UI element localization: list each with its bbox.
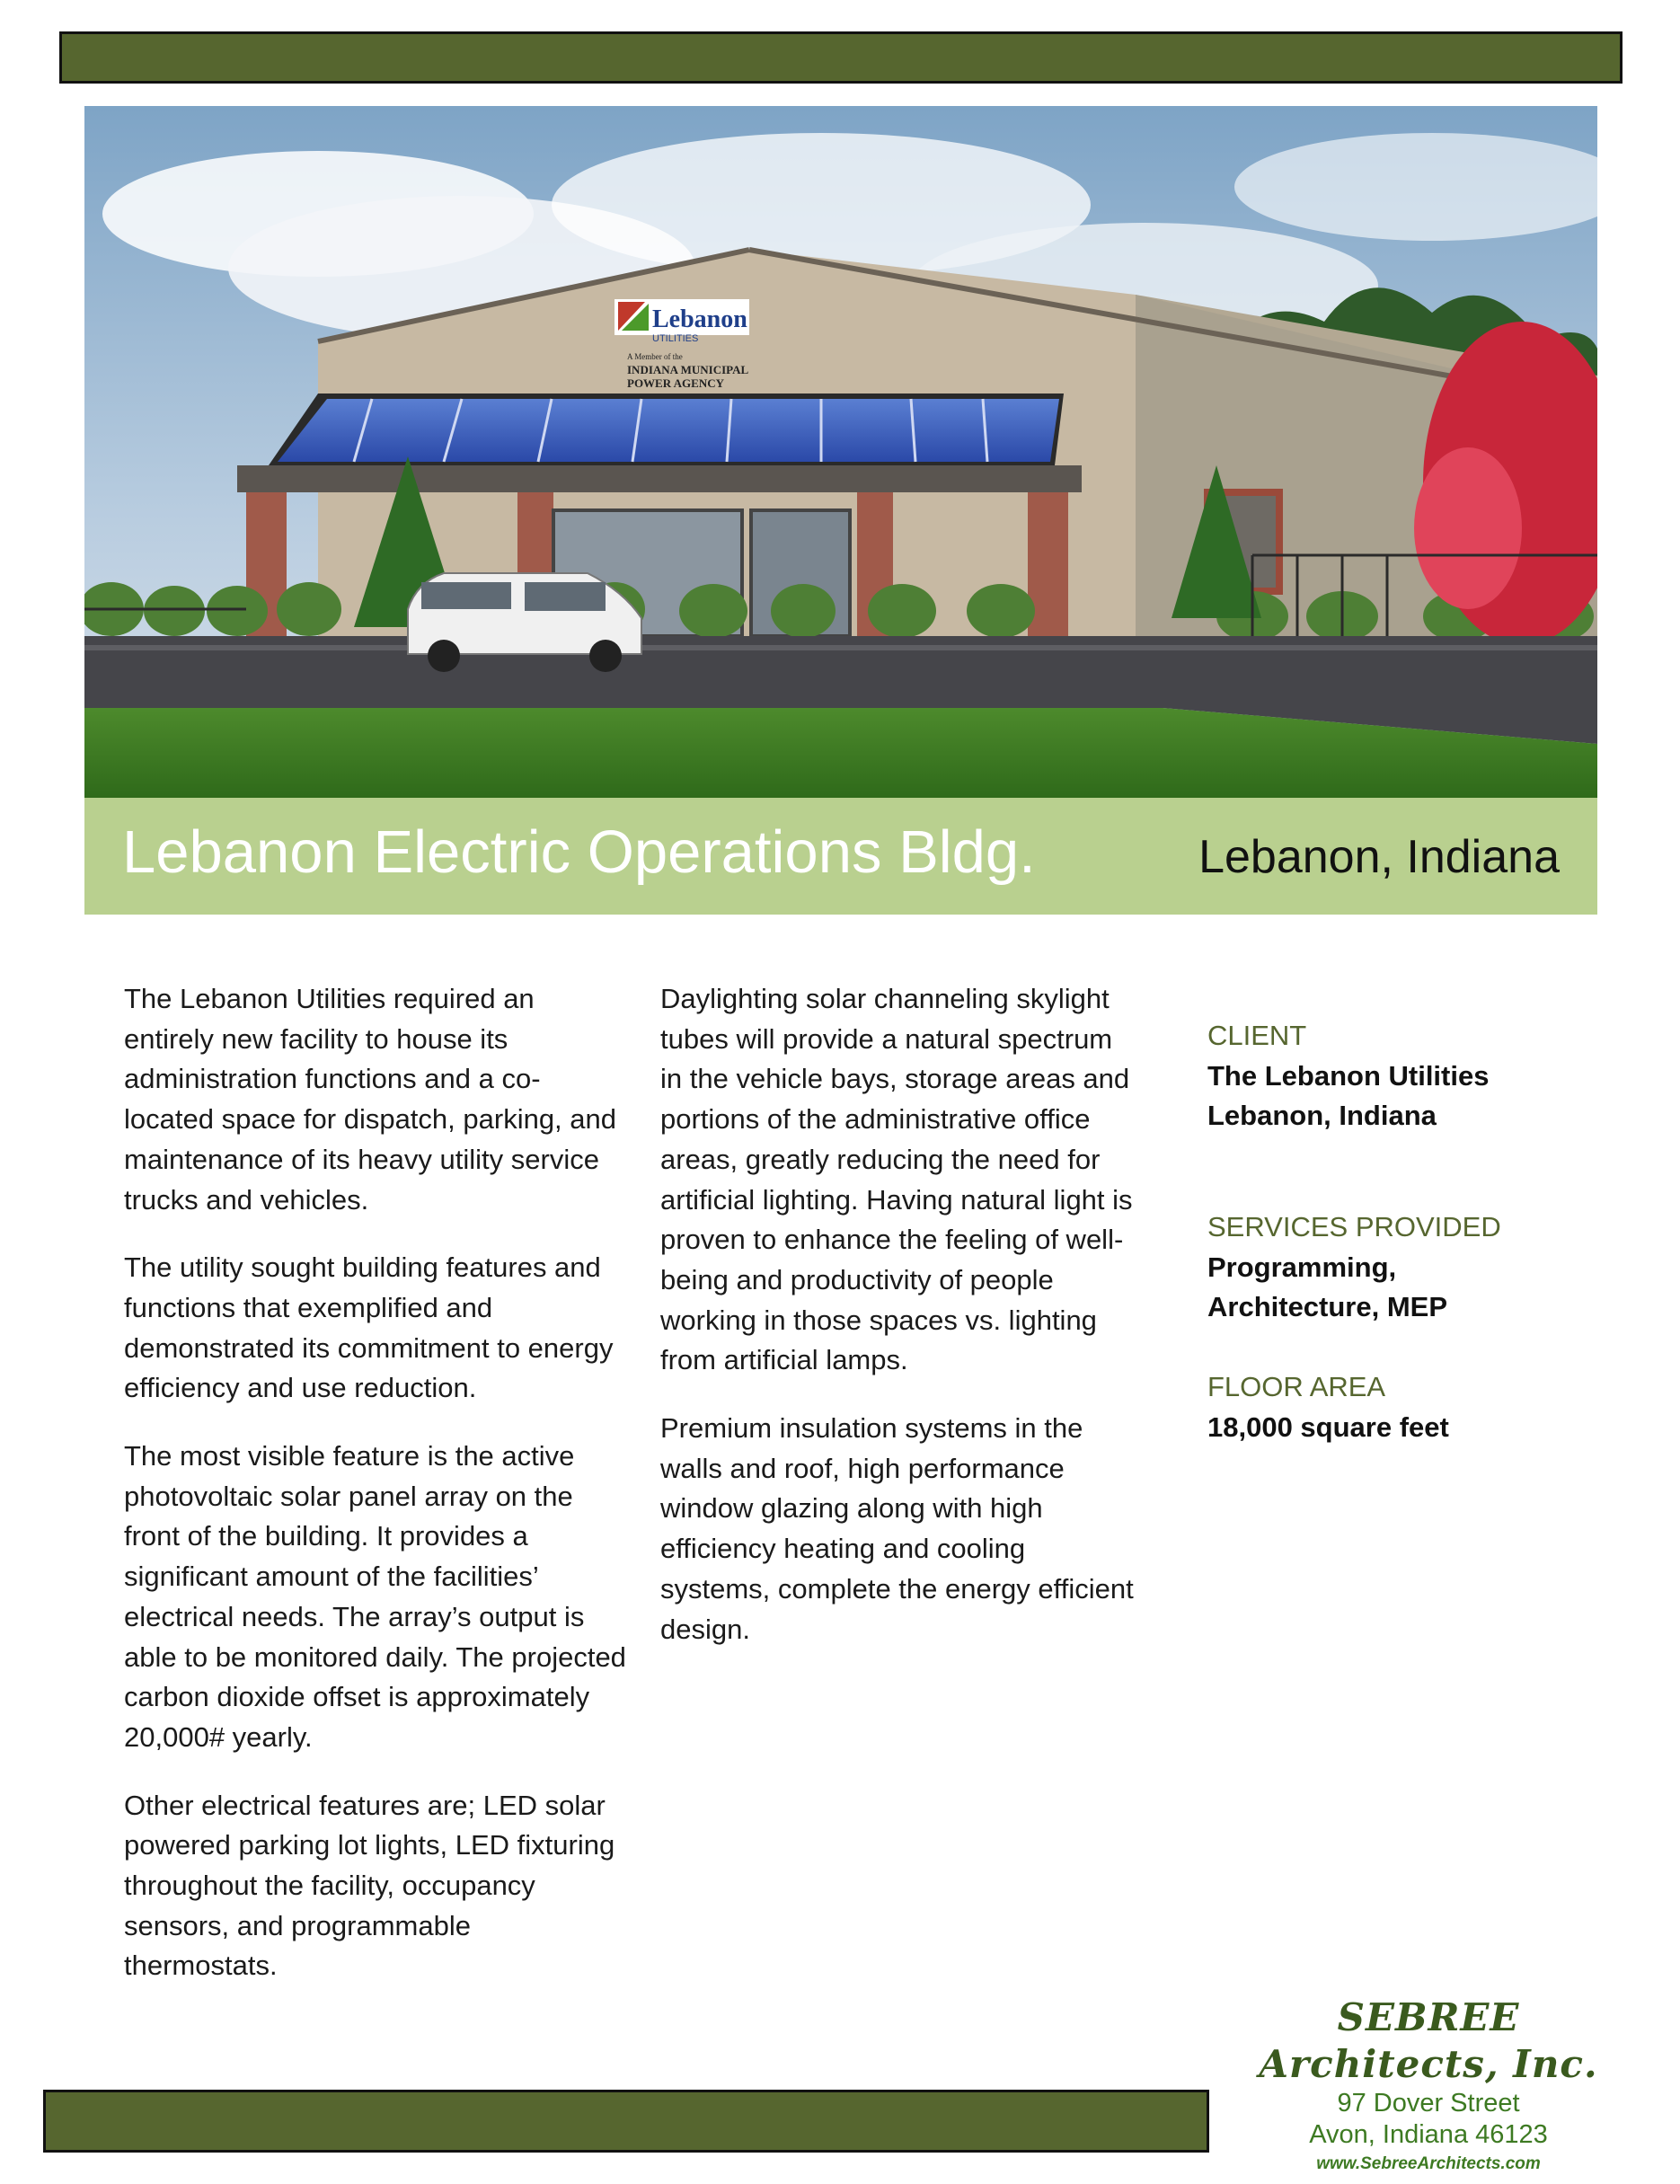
services-line-2: Architecture, MEP: [1207, 1291, 1448, 1323]
paragraph: The utility sought building features and functions that exemplified and demonstrated its commitment to energy efficiency and use reduction.: [124, 1251, 614, 1404]
firm-street: 97 Dover Street: [1337, 2089, 1520, 2118]
sign-agency-line1: INDIANA MUNICIPAL: [627, 363, 749, 376]
client-city: Lebanon, Indiana: [1207, 1100, 1437, 1132]
firm-city: Avon, Indiana 46123: [1309, 2120, 1548, 2149]
paragraph: Premium insulation systems in the walls and roof, high performance window glazing along with high efficiency heating and cooling systems, complete the energy efficient design.: [660, 1412, 1134, 1645]
paragraph: The Lebanon Utilities required an entirely new facility to house its administration functions and a co-located space for dispatch, parking, and maintenance of its heavy utility service trucks and vehicles.: [124, 983, 617, 1216]
paragraph: The most visible feature is the active photovoltaic solar panel array on the front of the building. It provides a significant amount of the facilities’ electrical needs. The array’s output is able to be monitored daily. The projected carbon dioxide offset is approximately 20,000# yearly.: [124, 1440, 626, 1753]
floor-area-label: FLOOR AREA: [1207, 1371, 1386, 1402]
floor-area-info: [1207, 1367, 1585, 1447]
top-bar: [59, 31, 1623, 84]
title-band: [84, 798, 1597, 915]
sign-member-text: A Member of the: [627, 352, 683, 361]
sign-logo-text: Lebanon: [652, 305, 747, 333]
client-name: The Lebanon Utilities: [1207, 1059, 1490, 1092]
services-line-1: Programming,: [1207, 1251, 1397, 1283]
firm-name: SEBREE Architects, Inc.: [1259, 1995, 1598, 2086]
firm-block: [1240, 1994, 1617, 2178]
services-label: SERVICES PROVIDED: [1207, 1211, 1501, 1242]
bottom-bar: [43, 2090, 1209, 2153]
body-column-2: [660, 979, 1136, 1677]
paragraph: Daylighting solar channeling skylight tubes will provide a natural spectrum in the vehicle bays, storage areas and portions of the administrative office areas, greatly reducing the need for artificial lighting. Having natural light is proven to enhance the feeling of well-being and productivity of people working in those spaces vs. lighting from artificial lamps.: [660, 983, 1133, 1376]
services-info: [1207, 1207, 1585, 1328]
project-title: Lebanon Electric Operations Bldg.: [122, 818, 1036, 886]
body-column-1: [124, 979, 627, 2014]
client-label: CLIENT: [1207, 1020, 1307, 1051]
project-location: Lebanon, Indiana: [1198, 831, 1560, 883]
floor-area-value: 18,000 square feet: [1207, 1410, 1449, 1443]
sign-agency-line2: POWER AGENCY: [627, 376, 724, 390]
client-info: [1207, 1016, 1585, 1136]
firm-website[interactable]: www.SebreeArchitects.com: [1316, 2154, 1541, 2173]
sign-logo-sub: UTILITIES: [652, 333, 699, 344]
paragraph: Other electrical features are; LED solar powered parking lot lights, LED fixturing throughout the facility, occupancy sensors, and programmable thermostats.: [124, 1789, 615, 1982]
building-rendering: [84, 106, 1597, 798]
